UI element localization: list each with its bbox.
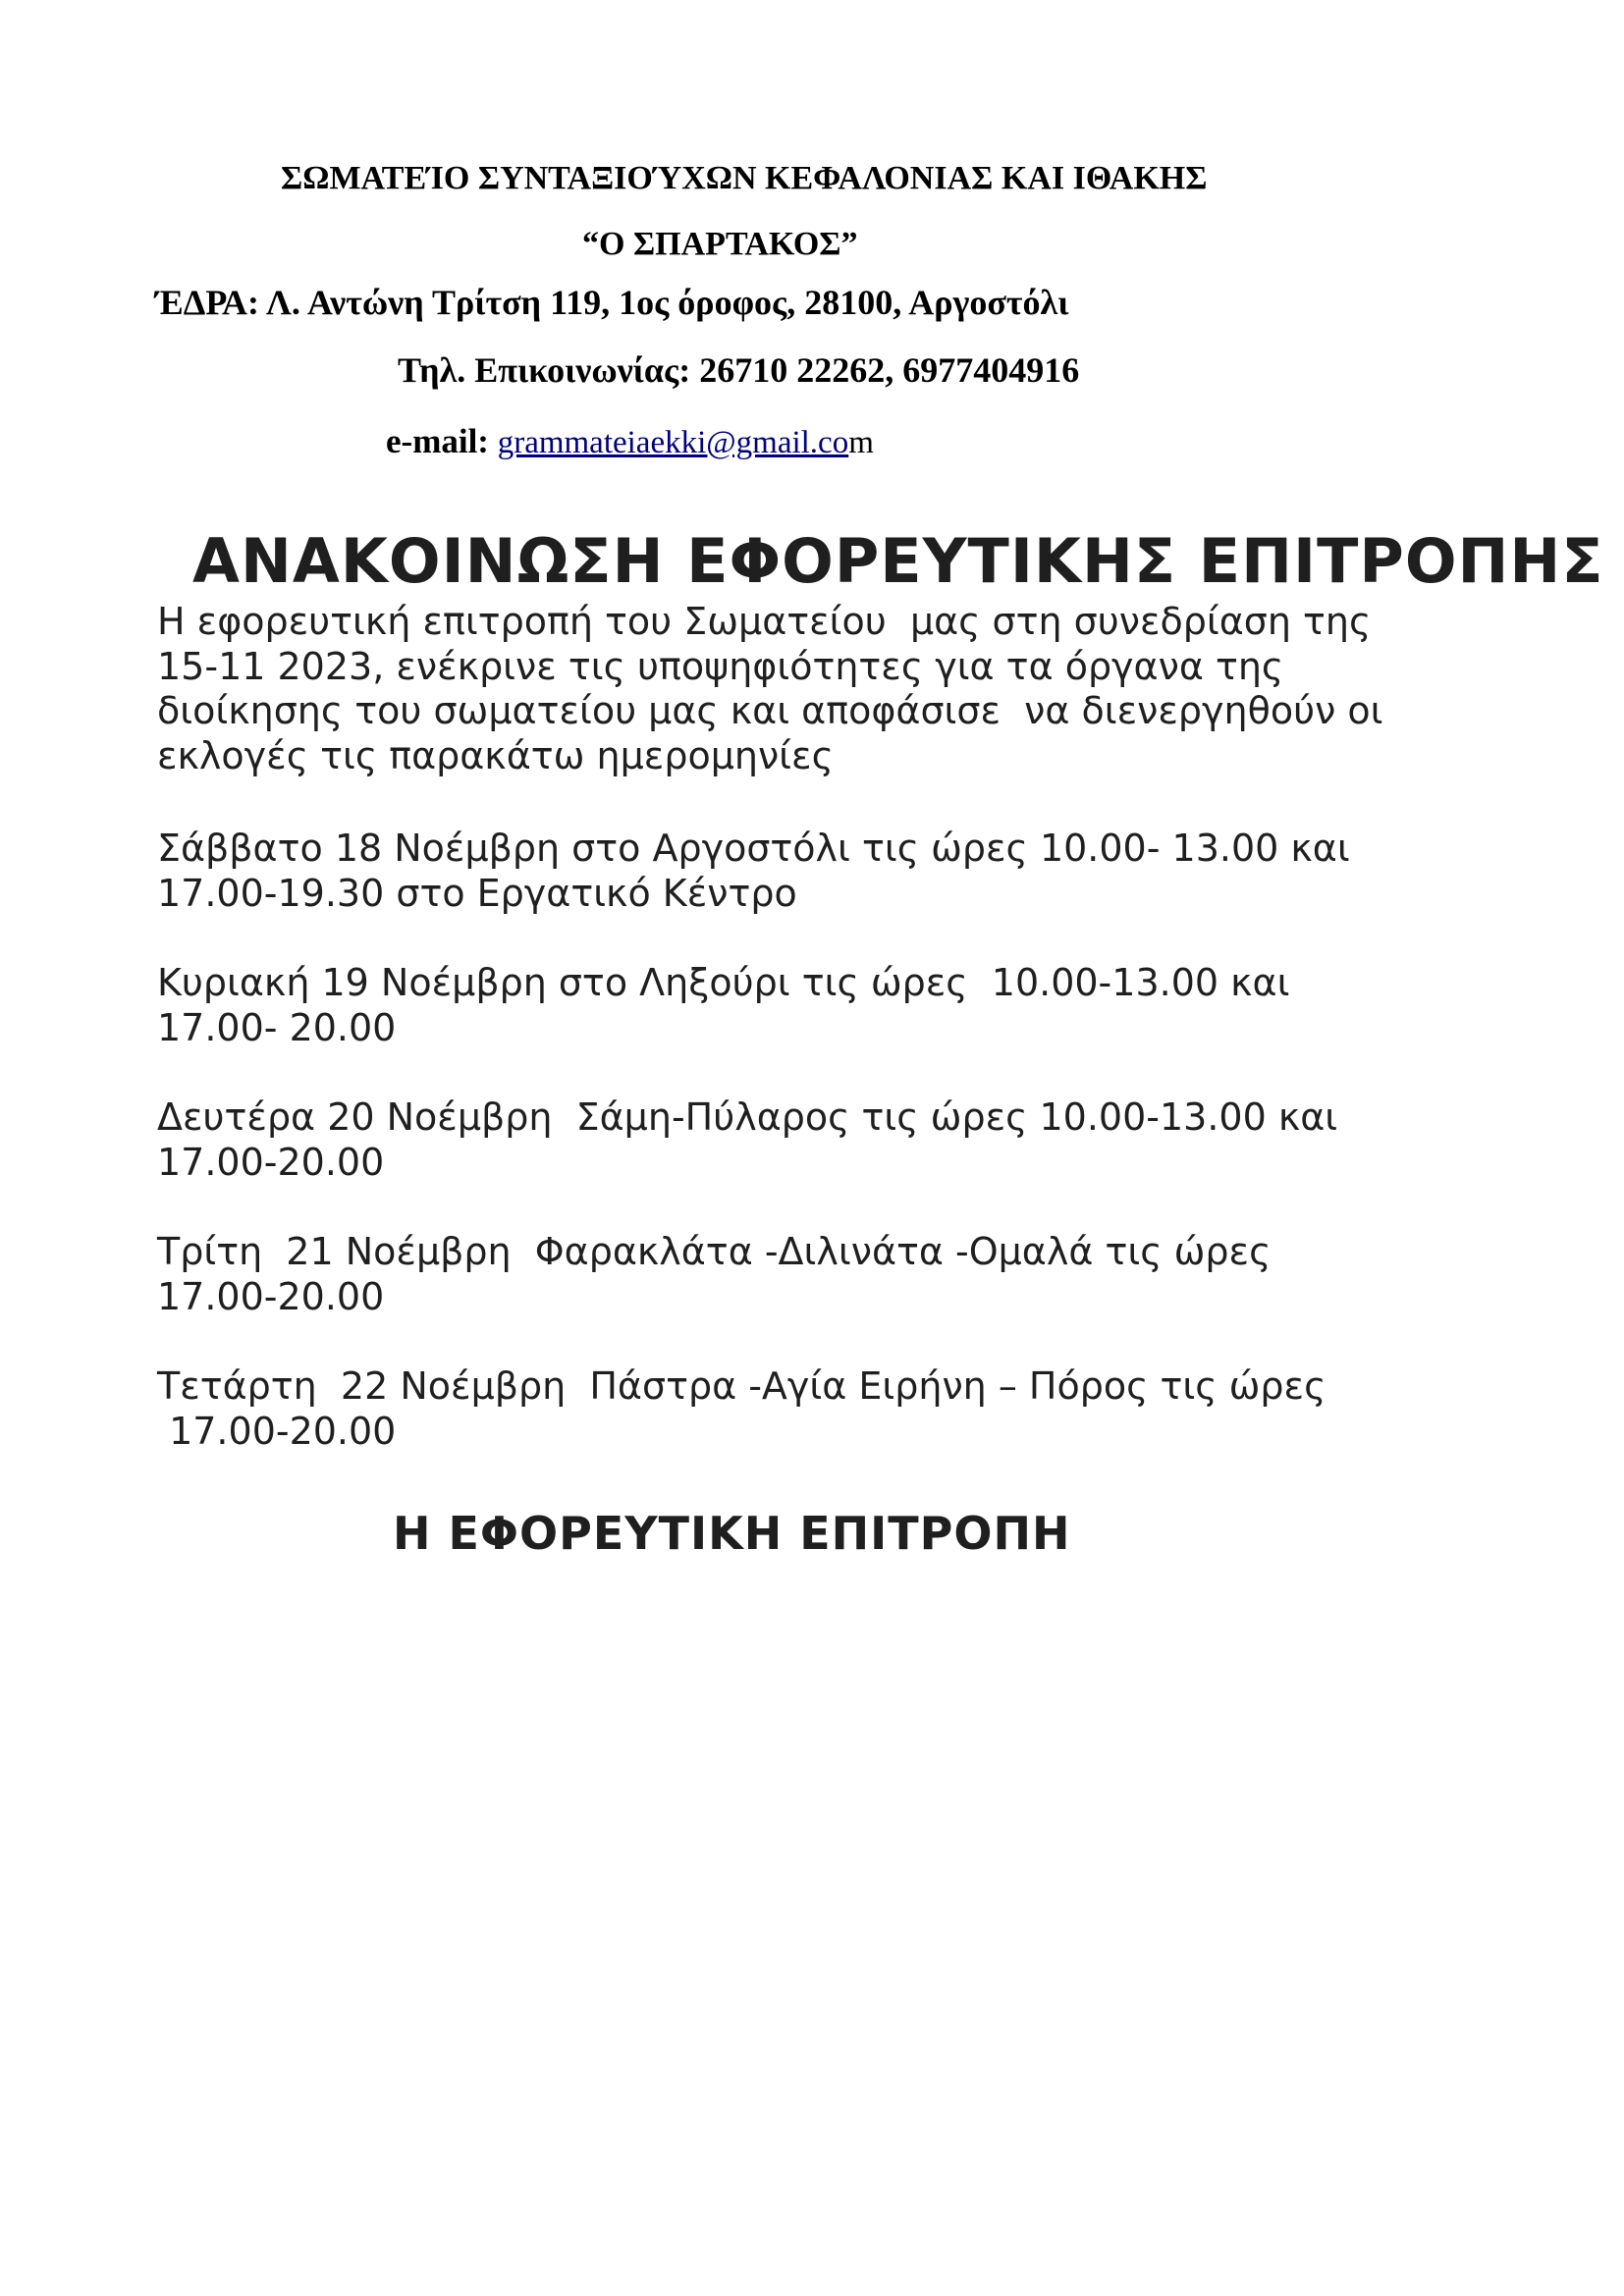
org-address: ΈΔΡΑ: Λ. Αντώνη Τρίτση 119, 1ος όροφος, 28100, Αργοστόλι (155, 283, 1069, 322)
intro-line: εκλογές τις παρακάτω ημερομηνίες (157, 733, 834, 777)
org-email-line (386, 422, 874, 461)
schedule-item-wednesday (157, 1364, 1463, 1454)
email-link[interactable]: grammateiaekki@gmail.co (497, 425, 849, 460)
schedule-line: 17.00- 20.00 (157, 1005, 397, 1049)
intro-line: 15-11 2023, ενέκρινε τις υποψηφιότητες για τα όργανα της (157, 644, 1284, 688)
schedule-line: 17.00-20.00 (157, 1140, 385, 1184)
schedule-line: Δευτέρα 20 Νοέμβρη Σάμη-Πύλαρος τις ώρες 10.00-13.00 και (157, 1095, 1338, 1139)
schedule-line: Κυριακή 19 Νοέμβρη στο Ληξούρι τις ώρες 10.00-13.00 και (157, 961, 1290, 1004)
schedule-line: Σάββατο 18 Νοέμβρη στο Αργοστόλι τις ώρες 10.00- 13.00 και (157, 827, 1350, 870)
email-tail: m (848, 425, 874, 460)
announcement-intro (157, 600, 1463, 778)
email-label: e-mail: (386, 422, 498, 460)
org-phone: Τηλ. Επικοινωνίας: 26710 22262, 6977404916 (398, 350, 1080, 390)
schedule-line: 17.00-20.00 (157, 1274, 385, 1318)
intro-line: Η εφορευτική επιτροπή του Σωματείου μας στη συνεδρίαση της (157, 600, 1372, 643)
schedule-item-sunday (157, 961, 1463, 1050)
intro-line: διοίκησης του σωματείου μας και αποφάσισε να διενεργηθούν οι (157, 689, 1383, 732)
schedule-item-tuesday (157, 1230, 1463, 1319)
schedule-line: 17.00-20.00 (157, 1409, 397, 1453)
signature: Η ΕΦΟΡΕΥΤΙΚΗ ΕΠΙΤΡΟΠΗ (393, 1507, 1071, 1560)
org-nickname: “Ο ΣΠΑΡΤΑΚΟΣ” (582, 226, 858, 262)
schedule-line: 17.00-19.30 στο Εργατικό Κέντρο (157, 871, 797, 915)
announcement-title: ΑΝΑΚΟΙΝΩΣΗ ΕΦΟΡΕΥΤΙΚΗΣ ΕΠΙΤΡΟΠΗΣ (192, 525, 1604, 597)
schedule-item-saturday (157, 827, 1463, 916)
org-name: ΣΩΜΑΤΕΊΟ ΣΥΝΤΑΞΙΟΎΧΩΝ ΚΕΦΑΛΟΝΙΑΣ ΚΑΙ ΙΘΑΚΗΣ (281, 160, 1208, 196)
schedule-line: Τετάρτη 22 Νοέμβρη Πάστρα -Αγία Ειρήνη – Πόρος τις ώρες (157, 1364, 1326, 1408)
schedule-line: Τρίτη 21 Νοέμβρη Φαρακλάτα -Διλινάτα -Ομαλά τις ώρες (157, 1230, 1272, 1273)
schedule-item-monday (157, 1095, 1463, 1185)
